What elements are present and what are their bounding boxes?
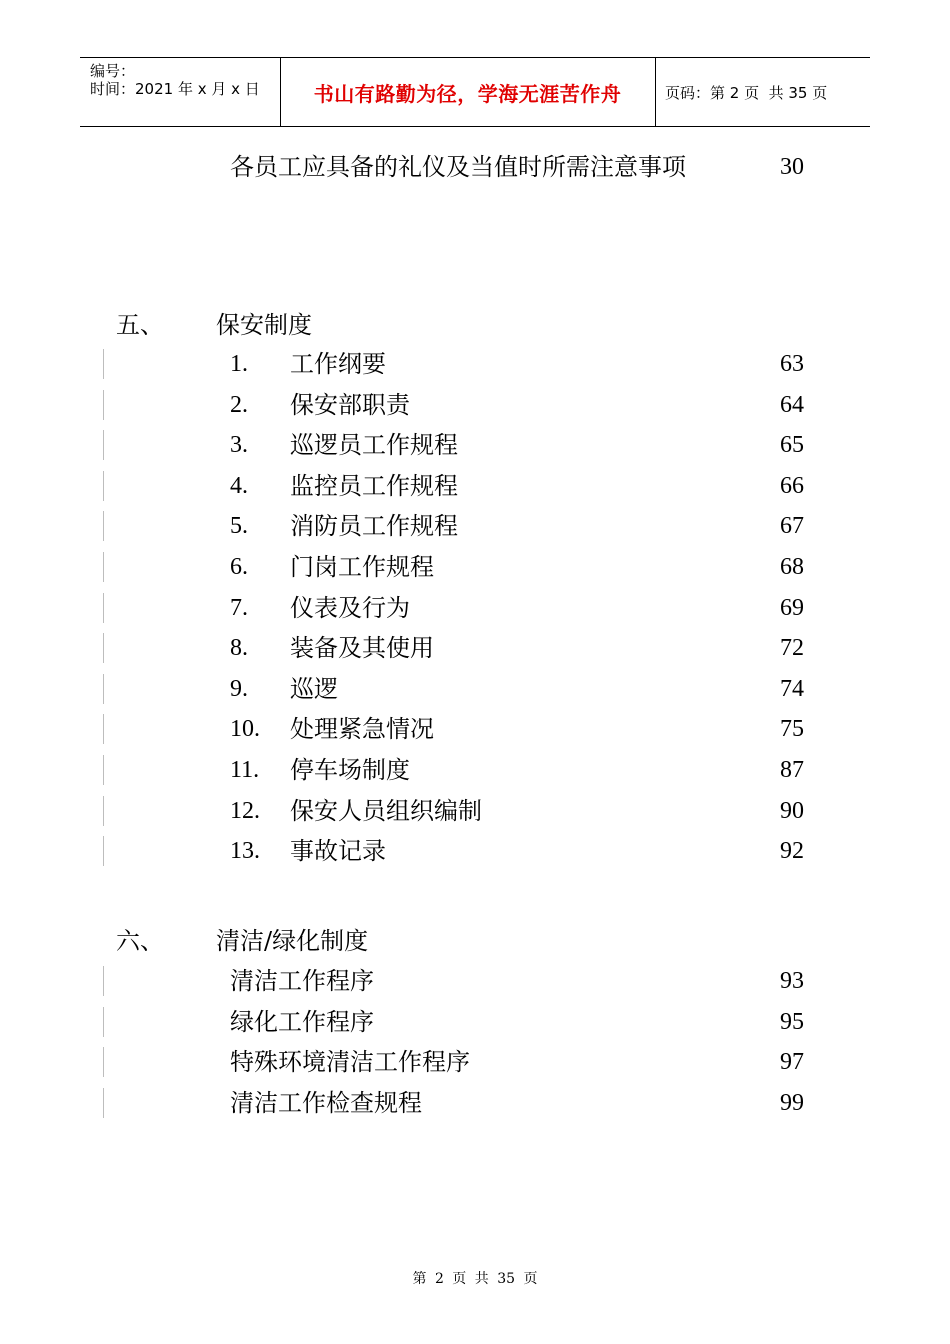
toc-item-title: 仪表及行为 — [290, 593, 410, 622]
section-number: 五、 — [116, 311, 164, 339]
header-page-info: 页码：第 2 页 共 35 页 — [665, 83, 828, 102]
toc-item-number: 7. — [230, 594, 248, 621]
toc-item-title: 巡逻 — [290, 674, 338, 703]
header-meta — [80, 58, 280, 126]
toc-item-number: 1. — [230, 351, 248, 377]
toc-item-title: 清洁工作程序 — [230, 967, 374, 995]
margin-bar — [103, 796, 104, 826]
toc-item-page: 66 — [780, 472, 804, 499]
toc-item-page: 68 — [780, 554, 804, 580]
toc-item-page: 99 — [780, 1089, 804, 1116]
toc-item-page: 93 — [780, 968, 804, 994]
toc-item-number: 6. — [230, 554, 248, 580]
page-header — [80, 57, 870, 127]
toc-item-title: 处理紧急情况 — [290, 715, 434, 744]
toc-item-number: 2. — [230, 391, 248, 418]
toc-item-number: 13. — [230, 838, 260, 865]
toc-item-number: 3. — [230, 432, 248, 459]
toc-item-title: 工作纲要 — [290, 350, 386, 378]
toc-entry-page: 30 — [780, 154, 804, 180]
section-title: 保安制度 — [216, 311, 312, 339]
toc-item-number: 12. — [230, 797, 260, 824]
margin-bar — [103, 674, 104, 704]
toc-entry-title: 各员工应具备的礼仪及当值时所需注意事项 — [230, 153, 686, 181]
toc-item-page: 74 — [780, 675, 804, 702]
toc-item-page: 95 — [780, 1008, 804, 1035]
toc-item-page: 87 — [780, 757, 804, 783]
margin-bar — [103, 633, 104, 663]
margin-bar — [103, 511, 104, 541]
toc-item-title: 巡逻员工作规程 — [290, 431, 458, 460]
margin-bar — [103, 966, 104, 996]
toc-item-number: 9. — [230, 675, 248, 702]
toc-item-page: 75 — [780, 716, 804, 743]
toc-item-page: 90 — [780, 797, 804, 824]
margin-bar — [103, 552, 104, 582]
section-title: 清洁/绿化制度 — [216, 927, 369, 955]
toc-item-title: 保安人员组织编制 — [290, 796, 482, 825]
toc-item-page: 97 — [780, 1049, 804, 1076]
header-motto: 书山有路勤为径，学海无涯苦作舟 — [313, 81, 622, 106]
margin-bar — [103, 714, 104, 744]
serial-label: 编号： — [90, 62, 136, 80]
toc-item-title: 绿化工作程序 — [230, 1007, 374, 1036]
page-footer: 第 2 页 共 35 页 — [412, 1271, 538, 1287]
toc-item-title: 保安部职责 — [290, 390, 410, 419]
toc-item-title: 清洁工作检查规程 — [230, 1088, 422, 1117]
margin-bar — [103, 471, 104, 501]
margin-bar — [103, 1047, 104, 1077]
toc-item-title: 消防员工作规程 — [290, 512, 458, 541]
toc-item-title: 停车场制度 — [290, 756, 410, 784]
toc-item-number: 8. — [230, 635, 248, 662]
margin-bar — [103, 1088, 104, 1118]
toc-item-page: 69 — [780, 594, 804, 621]
toc-item-number: 10. — [230, 716, 260, 743]
toc-item-title: 事故记录 — [290, 837, 386, 866]
toc-item-page: 63 — [780, 351, 804, 377]
toc-item-title: 特殊环境清洁工作程序 — [230, 1048, 470, 1077]
toc-item-number: 11. — [230, 757, 260, 783]
toc-item-page: 65 — [780, 432, 804, 459]
toc-item-page: 67 — [780, 513, 804, 540]
toc-item-number: 4. — [230, 472, 248, 499]
margin-bar — [103, 593, 104, 623]
section-number: 六、 — [116, 927, 164, 955]
margin-bar — [103, 349, 104, 379]
toc-item-page: 64 — [780, 391, 804, 418]
date-label: 时间：2021 年 x 月 x 日 — [90, 80, 260, 98]
margin-bar — [103, 390, 104, 420]
margin-bar — [103, 1007, 104, 1037]
margin-bar — [103, 755, 104, 785]
margin-bar — [103, 430, 104, 460]
toc-item-title: 监控员工作规程 — [290, 471, 458, 500]
toc-item-title: 门岗工作规程 — [290, 553, 434, 581]
toc-item-number: 5. — [230, 513, 248, 540]
margin-bar — [103, 836, 104, 866]
toc-item-title: 装备及其使用 — [290, 634, 434, 663]
toc-item-page: 92 — [780, 838, 804, 865]
toc-item-page: 72 — [780, 635, 804, 662]
